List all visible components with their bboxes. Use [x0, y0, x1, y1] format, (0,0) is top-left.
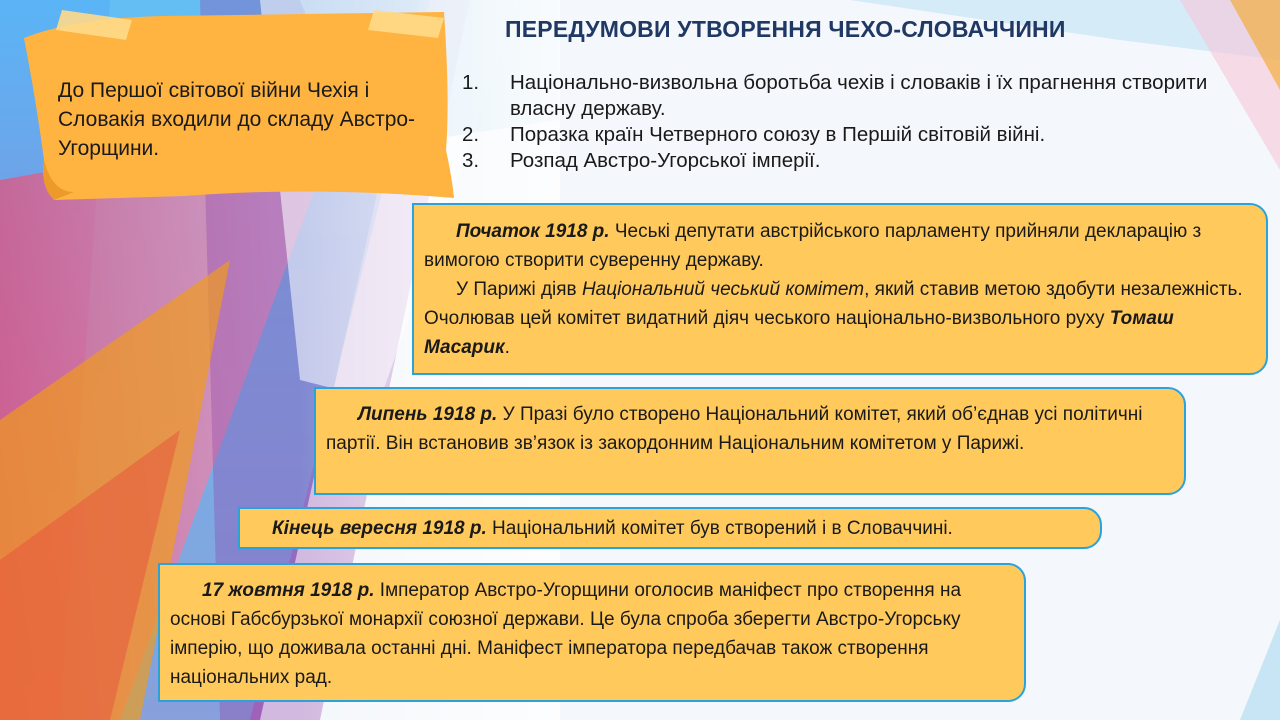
event-paragraph: [170, 576, 1010, 692]
list-item-text: Поразка країн Четверного союзу в Першій світовій війні.: [510, 123, 1046, 146]
event-paragraph: [424, 217, 1252, 275]
event-paragraph: [326, 400, 1170, 458]
event-box-september-1918: [238, 507, 1102, 549]
event-text: Національний комітет був створений і в Словаччині.: [486, 518, 953, 539]
event-date-label: Початок 1918 р.: [456, 221, 610, 242]
event-date-label: Кінець вересня 1918 р.: [272, 518, 487, 539]
leader-name: Томаш Масарик: [424, 308, 1174, 358]
list-item: [462, 148, 1262, 174]
committee-name: Національний чеський комітет: [581, 279, 865, 300]
page-title: ПЕРЕДУМОВИ УТВОРЕННЯ ЧЕХО-СЛОВАЧЧИНИ: [505, 16, 1066, 42]
event-text: У Празі було створено Національний комітет, який об’єднав усі політичні партії. Він встановив зв’язок із закордонним Національним комітетом у Парижі.: [326, 404, 1143, 454]
event-box-july-1918: [314, 387, 1186, 495]
list-item-number: 1.: [462, 71, 480, 94]
list-item: [462, 70, 1262, 122]
list-item-number: 2.: [462, 123, 480, 146]
list-item-text: Національно-визвольна боротьба чехів і словаків і їх прагнення створити власну державу.: [510, 71, 1208, 120]
preconditions-list: [462, 70, 1262, 174]
event-text: У Парижі діяв: [456, 279, 582, 300]
event-paragraph: [240, 514, 1086, 543]
event-date-label: Липень 1918 р.: [358, 404, 498, 425]
event-text: Імператор Австро-Угорщини оголосив маніфест про створення на основі Габсбурзької монархії союзної держави. Це була спроба зберегти Австро-Угорську імперію, що доживала останні дні. Маніфест імператора передбачав також створення національних рад.: [170, 580, 962, 688]
list-item-number: 3.: [462, 149, 480, 172]
event-box-october-1918: [158, 563, 1026, 702]
event-box-early-1918: [412, 203, 1268, 375]
intro-note: [14, 10, 454, 200]
event-text: .: [504, 337, 510, 358]
intro-note-text: До Першої світової війни Чехія і Словакія входили до складу Австро-Угорщини.: [58, 79, 416, 160]
event-date-label: 17 жовтня 1918 р.: [202, 580, 375, 601]
list-item-text: Розпад Австро-Угорської імперії.: [510, 149, 821, 172]
event-text: Чеські депутати австрійського парламенту прийняли декларацію з вимогою створити суверенну державу.: [424, 221, 1202, 271]
list-item: [462, 122, 1262, 148]
event-text: , який ставив метою здобути незалежність. Очолював цей комітет видатний діяч чеського національно-визвольного руху: [424, 279, 1243, 329]
event-paragraph: [424, 275, 1252, 362]
